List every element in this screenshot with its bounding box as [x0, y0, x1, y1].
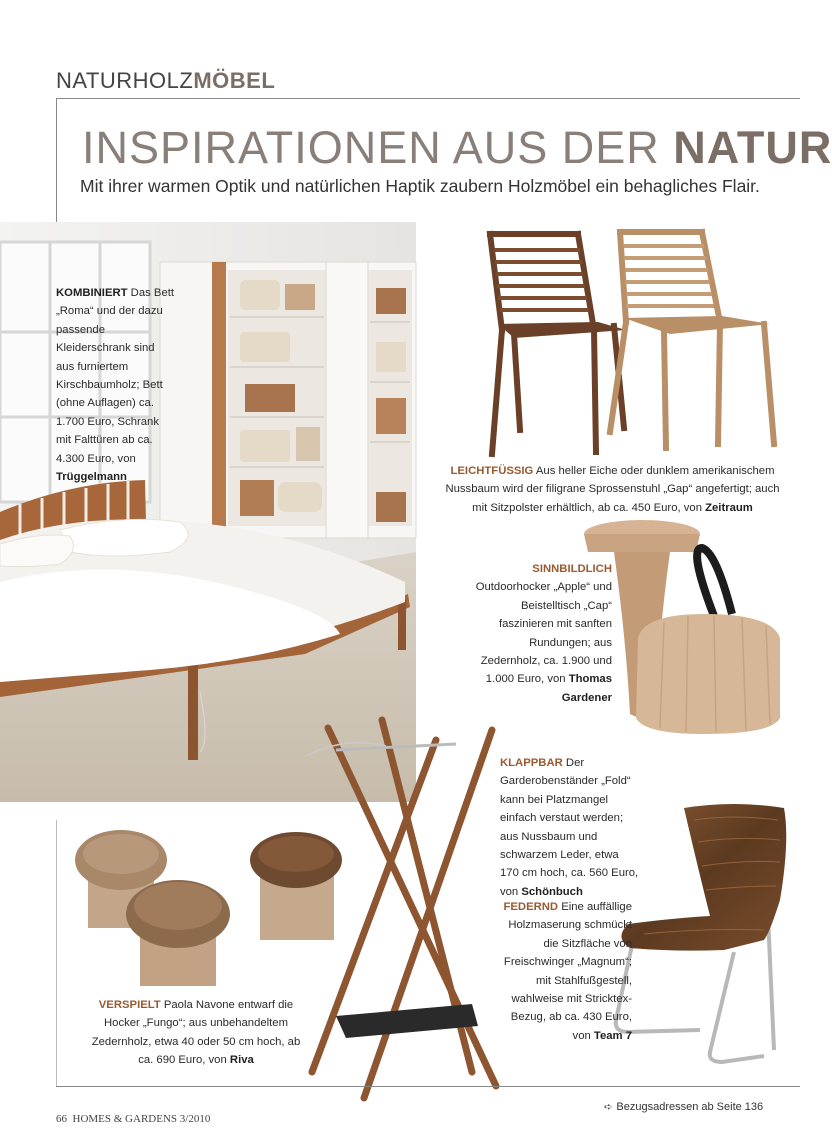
- caption-keyword: SINNBILDLICH: [532, 563, 612, 575]
- header-rule-vertical: [56, 98, 57, 223]
- caption-sinnbildlich: [470, 560, 612, 707]
- footer-rule: [56, 1086, 800, 1087]
- caption-kombiniert: [56, 284, 174, 486]
- page-subtitle: Mit ihrer warmen Optik und natürlichen Haptik zaubern Holzmöbel ein behagliches Flair.: [80, 176, 760, 196]
- magazine-name: HOMES & GARDENS 3/2010: [72, 1113, 211, 1125]
- caption-source: Zeitraum: [705, 501, 753, 514]
- folio: [56, 1113, 210, 1125]
- caption-keyword: LEICHTFÜSSIG: [450, 465, 534, 477]
- caption-source: Riva: [229, 1054, 254, 1067]
- caption-keyword: KOMBINIERT: [56, 287, 128, 299]
- light-chair: [610, 232, 774, 448]
- caption-text: Outdoorhocker „Apple“ und Beistelltisch „Cap“ faszinieren mit sanften Rundungen; aus Zedernholz, ca. 1.900 und 1.000 Euro, von: [475, 581, 612, 686]
- caption-verspielt: [85, 996, 307, 1070]
- arrow-right-icon: ➪: [604, 1102, 613, 1113]
- reference-note: [604, 1101, 763, 1113]
- wardrobe: [160, 262, 416, 538]
- fungo-stool-middle: [126, 880, 230, 986]
- caption-text: Eine auffällige Holzmaserung schmückt die Sitzfläche von Freischwinger „Magnum“; mit Stahlfußgestell, wahlweise mit Stricktex-Bezug, ab ca. 430 Euro, von: [503, 901, 632, 1042]
- caption-source: Thomas Gardener: [561, 673, 612, 704]
- caption-text: Das Bett „Roma“ und der dazu passende Kleiderschrank sind aus furniertem Kirschbaumholz; Bett (ohne Auflagen) ca. 1.700 Euro, Schrank mit Falttüren ab ca. 4.300 Euro, von: [56, 287, 175, 465]
- dark-chair: [490, 234, 624, 454]
- caption-leichtfuessig: [440, 462, 785, 517]
- section-header-bold: MÖBEL: [193, 68, 276, 93]
- caption-source: Team 7: [593, 1029, 632, 1042]
- caption-text: Paola Navone entwarf die Hocker „Fungo“; aus unbehandeltem Zedernholz, etwa 40 oder 50 cm hoch, ab ca. 690 Euro, von: [91, 999, 301, 1067]
- apple-cap-photo: [584, 518, 784, 738]
- caption-federnd: [500, 898, 632, 1045]
- caption-keyword: KLAPPBAR: [500, 757, 563, 769]
- caption-source: Schönbuch: [521, 885, 583, 898]
- reference-text: Bezugsadressen ab Seite 136: [616, 1101, 764, 1113]
- caption-keyword: FEDERND: [503, 901, 559, 913]
- page-title: [82, 122, 832, 174]
- caption-text: Aus heller Eiche oder dunklem amerikanischem Nussbaum wird der filigrane Sprossenstuhl „Gap“ angefertigt; auch mit Sitzpolster erhältlich, ab ca. 450 Euro, von: [445, 465, 780, 514]
- gap-chairs-photo: [474, 222, 784, 462]
- footer-rule-vertical: [56, 820, 57, 1086]
- page-title-bold: NATUR: [673, 122, 832, 173]
- header-rule: [56, 98, 800, 99]
- page-number: 66: [56, 1113, 67, 1125]
- caption-source: Trüggelmann: [56, 471, 127, 484]
- magnum-chair-photo: [614, 800, 790, 1070]
- fungo-stool-right: [250, 832, 342, 940]
- page-title-light: INSPIRATIONEN AUS DER: [82, 122, 674, 173]
- section-header-light: NATURHOLZ: [56, 68, 194, 93]
- caption-text: Der Garderobenständer „Fold“ kann bei Platzmangel einfach verstaut werden; aus Nussbaum und schwarzem Leder, etwa 170 cm hoch, ca. 560 Euro, von: [500, 757, 639, 898]
- section-header: [56, 68, 275, 94]
- fungo-stools-photo: [76, 826, 346, 996]
- caption-keyword: VERSPIELT: [98, 999, 161, 1011]
